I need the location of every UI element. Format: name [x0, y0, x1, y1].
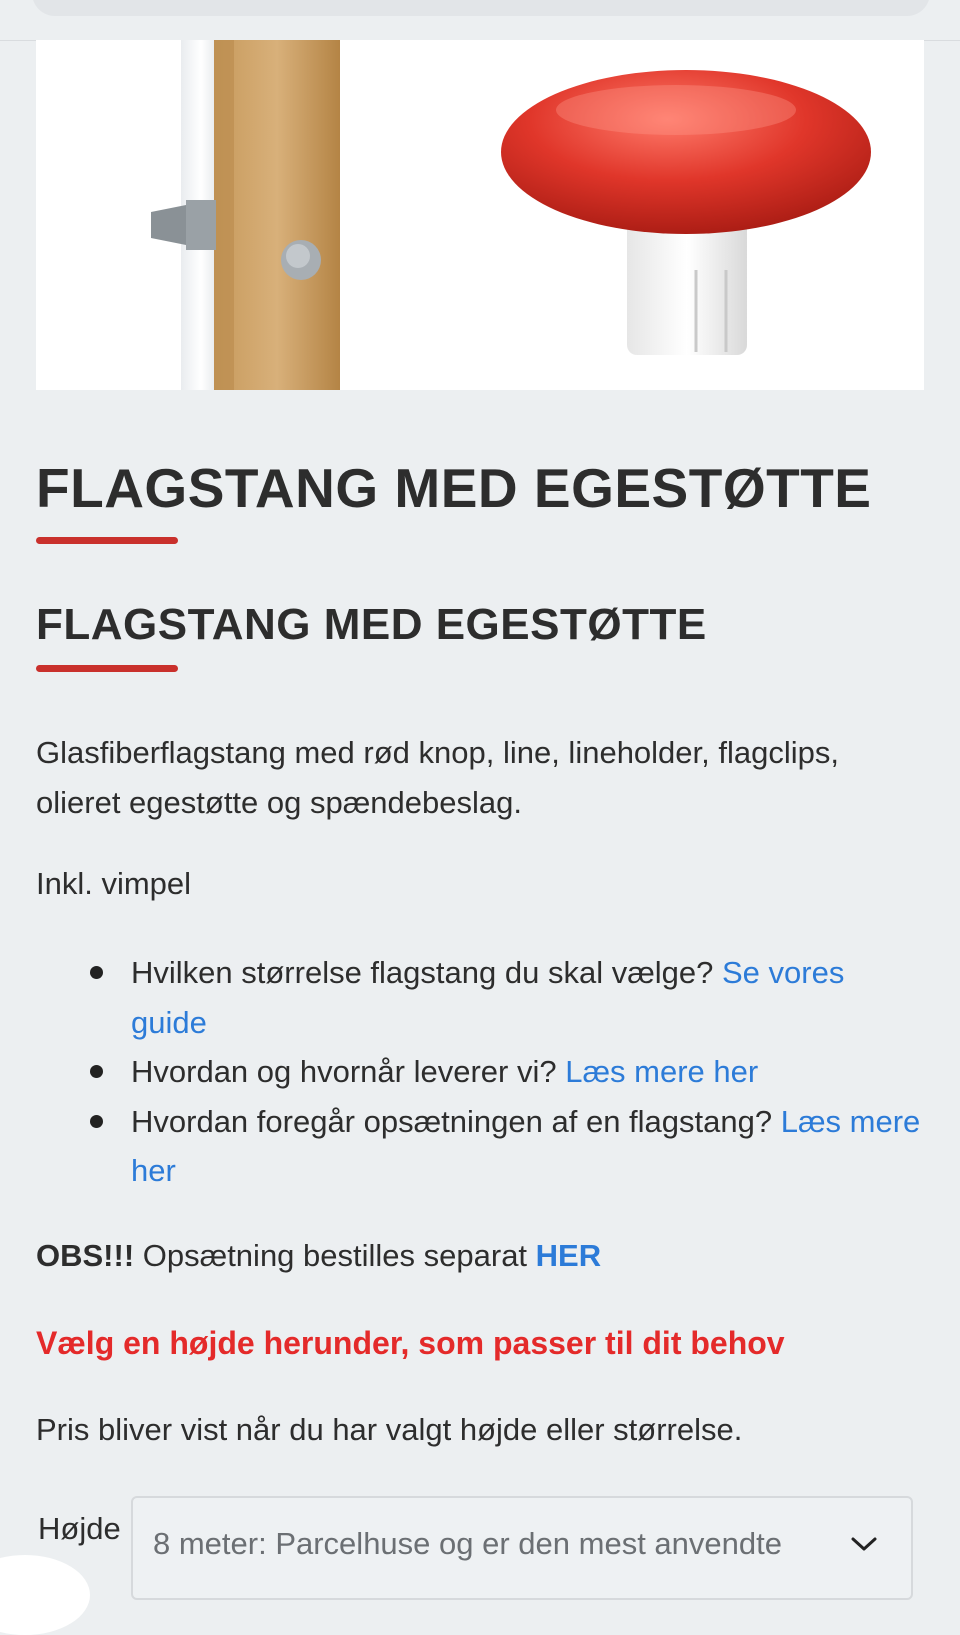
installation-info-link[interactable]: Læs mere her: [131, 1103, 921, 1188]
faq-question: Hvordan og hvornår leverer vi?: [131, 1054, 557, 1089]
height-label: Højde: [38, 1511, 121, 1546]
faq-question: Hvordan foregår opsætningen af en flagstang?: [131, 1103, 773, 1139]
title-underline: [36, 537, 178, 544]
order-installation-link[interactable]: HER: [535, 1238, 602, 1273]
faq-list: [36, 948, 921, 1196]
page-title: FLAGSTANG MED EGESTØTTE: [36, 457, 872, 519]
flagpole-oak-support-image: [151, 40, 340, 390]
chevron-down-icon: [849, 1534, 879, 1554]
search-bar[interactable]: [32, 0, 930, 16]
installation-notice: [36, 1236, 601, 1276]
choose-height-text: Vælg en højde herunder, som passer til dit behov: [36, 1325, 785, 1361]
top-bar: [0, 0, 960, 41]
price-note: Pris bliver vist når du har valgt højde eller størrelse.: [36, 1412, 743, 1447]
height-select[interactable]: [131, 1496, 913, 1600]
list-item: [36, 1047, 921, 1097]
product-subtitle: FLAGSTANG MED EGESTØTTE: [36, 600, 707, 649]
height-select-value: 8 meter: Parcelhuse og er den mest anvendte: [153, 1526, 782, 1561]
product-image[interactable]: [36, 40, 924, 390]
product-description: Glasfiberflagstang med rød knop, line, lineholder, flagclips, olieret egestøtte og spændebeslag.: [36, 735, 839, 820]
faq-question: Hvilken størrelse flagstang du skal vælge?: [131, 955, 714, 990]
floating-widget[interactable]: [0, 1555, 90, 1635]
included-note: Inkl. vimpel: [36, 866, 192, 901]
notice-text: Opsætning bestilles separat: [142, 1238, 528, 1273]
list-item: [36, 948, 921, 1047]
list-item: [36, 1097, 921, 1196]
red-knob-image: [501, 70, 871, 355]
size-guide-link[interactable]: Se vores guide: [131, 955, 845, 1040]
delivery-info-link[interactable]: Læs mere her: [565, 1054, 759, 1089]
subtitle-underline: [36, 665, 178, 672]
notice-label: OBS!!!: [36, 1238, 135, 1273]
